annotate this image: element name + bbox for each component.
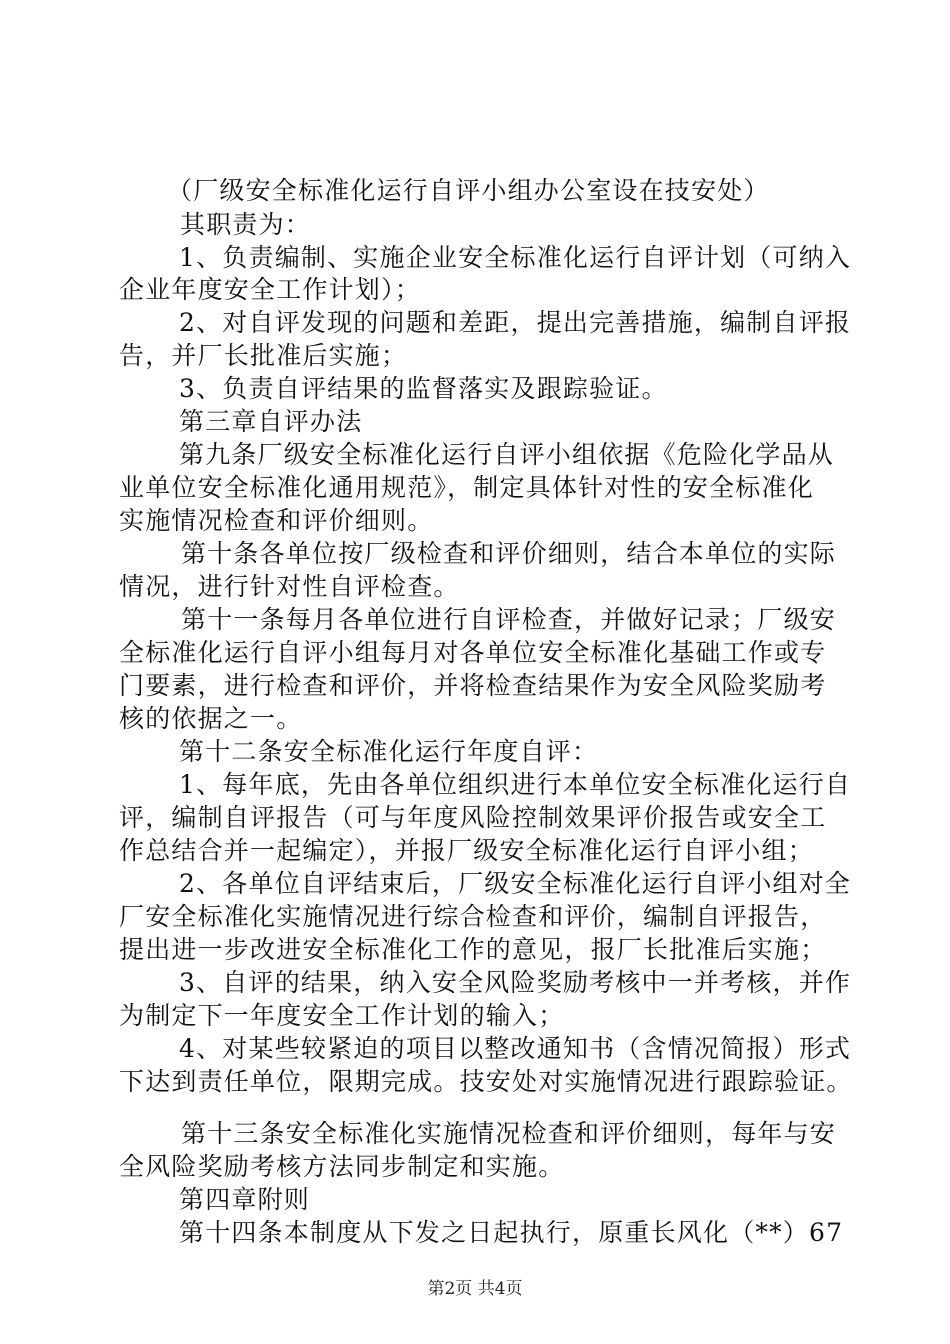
text-line: 厂安全标准化实施情况进行综合检查和评价，编制自评报告， [119,902,827,931]
page-number-footer: 第2页 共4页 [427,1279,523,1299]
text-line: 2、各单位自评结束后，厂级安全标准化运行自评小组对全 [179,869,852,898]
text-line: 实施情况检查和评价细则。 [119,506,434,535]
text-line: 第十条各单位按厂级检查和评价细则，结合本单位的实际 [181,539,837,568]
text-line: 提出进一步改进安全标准化工作的意见，报厂长批准后实施； [119,935,827,964]
text-line: 第十一条每月各单位进行自评检查，并做好记录；厂级安 [181,605,837,634]
text-line: 其职责为： [180,210,312,239]
text-line: 全风险奖励考核方法同步制定和实施。 [119,1152,565,1181]
text-line: 第十四条本制度从下发之日起执行，原重长风化（**）67 [179,1218,844,1247]
text-line: 下达到责任单位，限期完成。技安处对实施情况进行跟踪验证。 [119,1067,853,1096]
text-line: 为制定下一年度安全工作计划的输入； [119,1001,565,1030]
text-line: 核的依据之一。 [119,704,303,733]
text-line: 3、自评的结果，纳入安全风险奖励考核中一并考核，并作 [179,968,852,997]
text-line: 作总结合并一起编定），并报厂级安全标准化运行自评小组； [119,836,814,865]
text-line: 3、负责自评结果的监督落实及跟踪验证。 [179,374,668,403]
text-line: 第十二条安全标准化运行年度自评： [179,737,599,766]
text-line: （厂级安全标准化运行自评小组办公室设在技安处） [167,176,770,205]
text-line: 门要素，进行检查和评价，并将检查结果作为安全风险奖励考 [119,671,827,700]
chapter-heading: 第三章自评办法 [179,407,363,436]
text-line: 评，编制自评报告（可与年度风险控制效果评价报告或安全工 [119,803,827,832]
text-line: 4、对某些较紧迫的项目以整改通知书（含情况简报）形式 [179,1034,852,1063]
text-line: 业单位安全标准化通用规范》，制定具体针对性的安全标准化 [119,473,814,502]
chapter-heading: 第四章附则 [179,1185,311,1214]
text-line: 第九条厂级安全标准化运行自评小组依据《危险化学品从 [179,440,835,469]
text-line: 2、对自评发现的问题和差距，提出完善措施，编制自评报 [179,308,852,337]
text-line: 告，并厂长批准后实施； [119,341,408,370]
text-line: 1、负责编制、实施企业安全标准化运行自评计划（可纳入 [179,243,852,272]
text-line: 情况，进行针对性自评检查。 [119,572,460,601]
text-line: 全标准化运行自评小组每月对各单位安全标准化基础工作或专 [119,638,827,667]
text-line: 第十三条安全标准化实施情况检查和评价细则，每年与安 [181,1119,837,1148]
text-line: 企业年度安全工作计划）； [119,275,421,304]
text-line: 1、每年底，先由各单位组织进行本单位安全标准化运行自 [179,770,852,799]
